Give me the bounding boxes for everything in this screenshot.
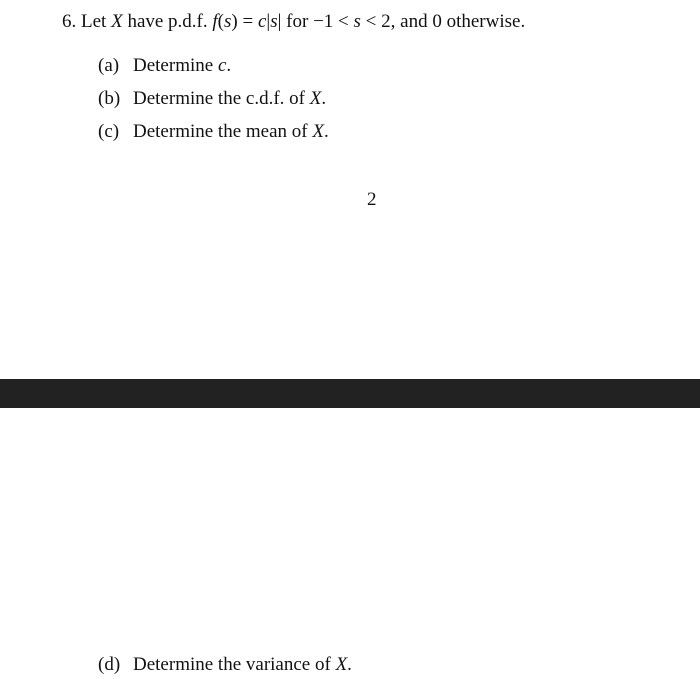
less-than-2: < xyxy=(365,11,377,32)
part-a-text: Determine xyxy=(133,55,214,76)
abs-bar-right: | xyxy=(277,11,282,32)
abs-bar-left: | xyxy=(266,11,271,32)
part-a xyxy=(98,55,231,77)
part-c-var: X xyxy=(312,121,324,142)
part-a-label: (a) xyxy=(98,55,120,76)
variable-s: s xyxy=(224,11,232,32)
part-d xyxy=(98,654,352,676)
problem-statement xyxy=(62,11,525,33)
function-f: f xyxy=(212,11,218,32)
part-b-var: X xyxy=(309,88,322,109)
part-c-text: Determine the mean of xyxy=(133,121,308,142)
problem-lead: Let xyxy=(81,11,107,32)
paren-close: ) xyxy=(231,11,238,32)
part-d-text: Determine the variance of xyxy=(133,654,331,675)
problem-number: 6. xyxy=(62,11,77,32)
part-c-end: . xyxy=(323,121,329,142)
part-b-label: (b) xyxy=(98,88,121,109)
part-b xyxy=(98,88,326,110)
variable-x: X xyxy=(111,11,123,32)
less-than-1: < xyxy=(338,11,349,32)
paren-open: ( xyxy=(217,11,224,32)
part-c-label: (c) xyxy=(98,121,120,142)
page-divider xyxy=(0,379,700,408)
part-d-label: (d) xyxy=(98,654,121,675)
part-b-text: Determine the c.d.f. of xyxy=(133,88,305,109)
variable-s-range: s xyxy=(353,11,361,32)
lower-bound: −1 xyxy=(313,11,334,32)
equals-sign: = xyxy=(242,11,254,32)
constant-c: c xyxy=(257,11,267,32)
problem-have-pdf: have p.d.f. xyxy=(127,11,208,32)
upper-bound-and-otherwise: 2, and 0 otherwise. xyxy=(381,11,526,32)
variable-s-abs: s xyxy=(270,11,278,32)
part-d-end: . xyxy=(347,654,352,675)
for-text: for xyxy=(286,11,309,32)
part-a-var: c xyxy=(217,55,227,76)
page-number: 2 xyxy=(367,189,377,210)
part-a-end: . xyxy=(226,55,232,76)
part-b-end: . xyxy=(321,88,327,109)
part-d-var: X xyxy=(335,654,348,675)
part-c xyxy=(98,121,329,143)
